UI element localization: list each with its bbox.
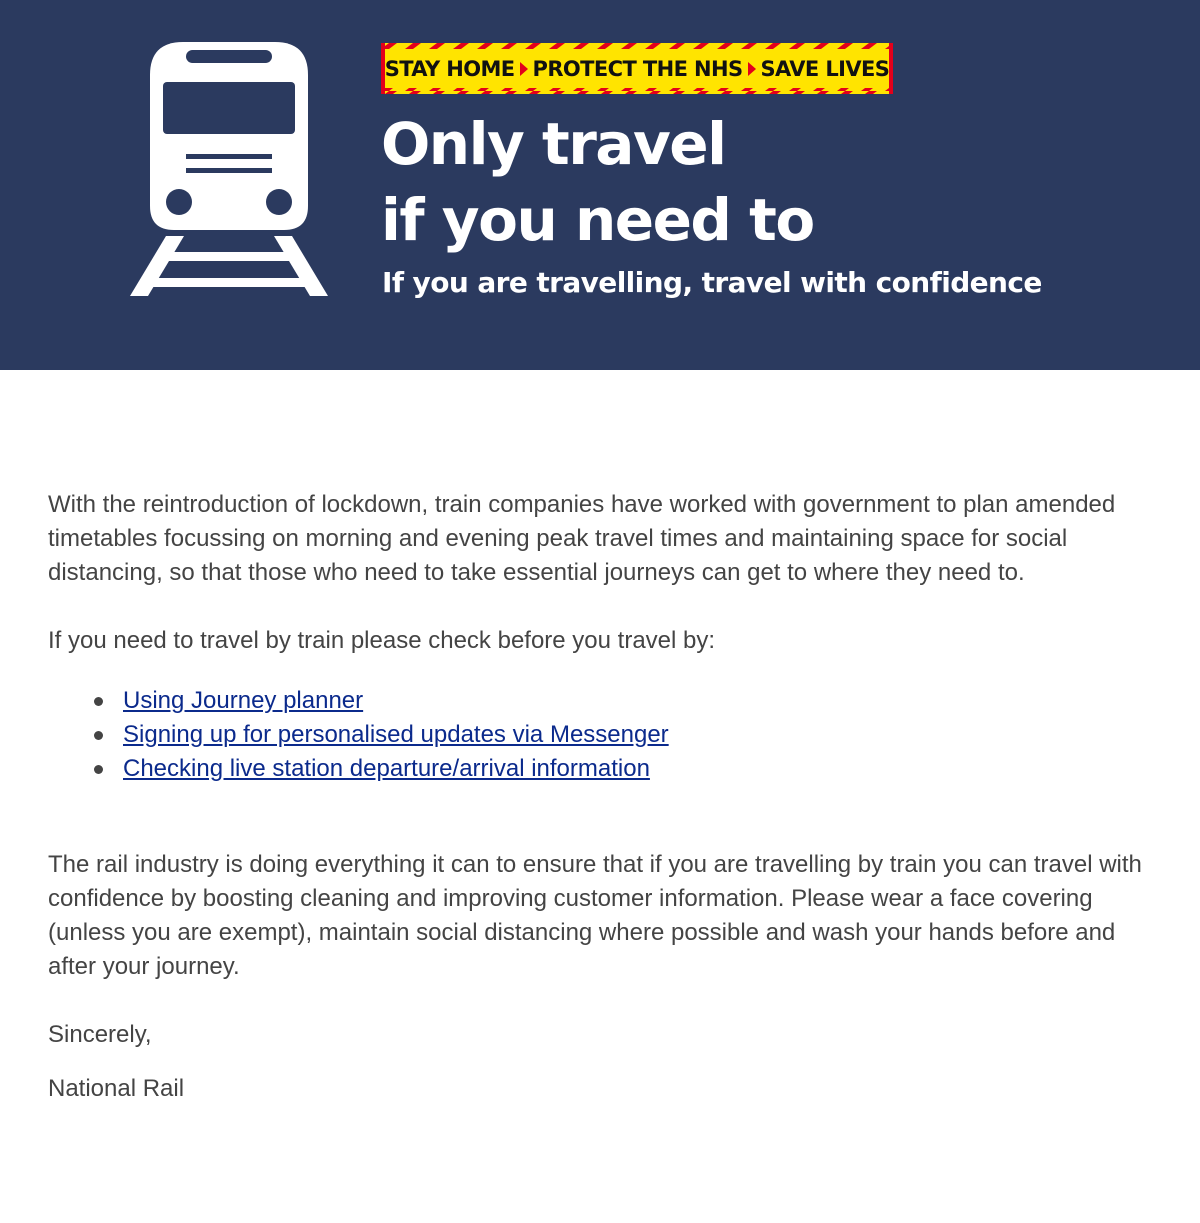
list-item: [123, 684, 1168, 718]
slogan-banner: [381, 43, 893, 94]
messenger-updates-link[interactable]: Signing up for personalised updates via Messenger: [123, 721, 669, 748]
arrow-right-icon: [520, 62, 528, 76]
list-item: [123, 718, 1168, 752]
intro-paragraph: With the reintroduction of lockdown, train companies have worked with government to plan amended timetables focussing on morning and evening peak travel times and maintaining space for social distancing, so that those who need to take essential journeys can get to where they need to.: [48, 491, 1116, 586]
slogan-stay-home: STAY HOME: [384, 56, 515, 81]
sender-name: National Rail: [48, 1075, 185, 1102]
journey-planner-link[interactable]: Using Journey planner: [123, 687, 364, 714]
arrow-right-icon: [748, 62, 756, 76]
check-prompt-paragraph: If you need to travel by train please check before you travel by:: [48, 627, 716, 654]
live-station-info-link[interactable]: Checking live station departure/arrival information: [123, 755, 650, 782]
hero-banner: [0, 0, 1200, 370]
link-list: [48, 684, 1168, 786]
list-item: [123, 752, 1168, 786]
email-body: [48, 488, 1168, 1106]
train-icon: [128, 38, 330, 300]
signoff: Sincerely,: [48, 1021, 152, 1048]
slogan-save-lives: SAVE LIVES: [760, 56, 890, 81]
subheadline: If you are travelling, travel with confidence: [382, 266, 1042, 299]
headline-line-2: if you need to: [381, 186, 814, 254]
headline-line-1: Only travel: [381, 110, 726, 178]
industry-paragraph: The rail industry is doing everything it can to ensure that if you are travelling by train you can travel with confidence by boosting cleaning and improving customer information. Please wear a face covering (unless you are exempt), maintain social distancing where possible and wash your hands before and after your journey.: [48, 851, 1142, 980]
slogan-protect-nhs: PROTECT THE NHS: [532, 56, 743, 81]
